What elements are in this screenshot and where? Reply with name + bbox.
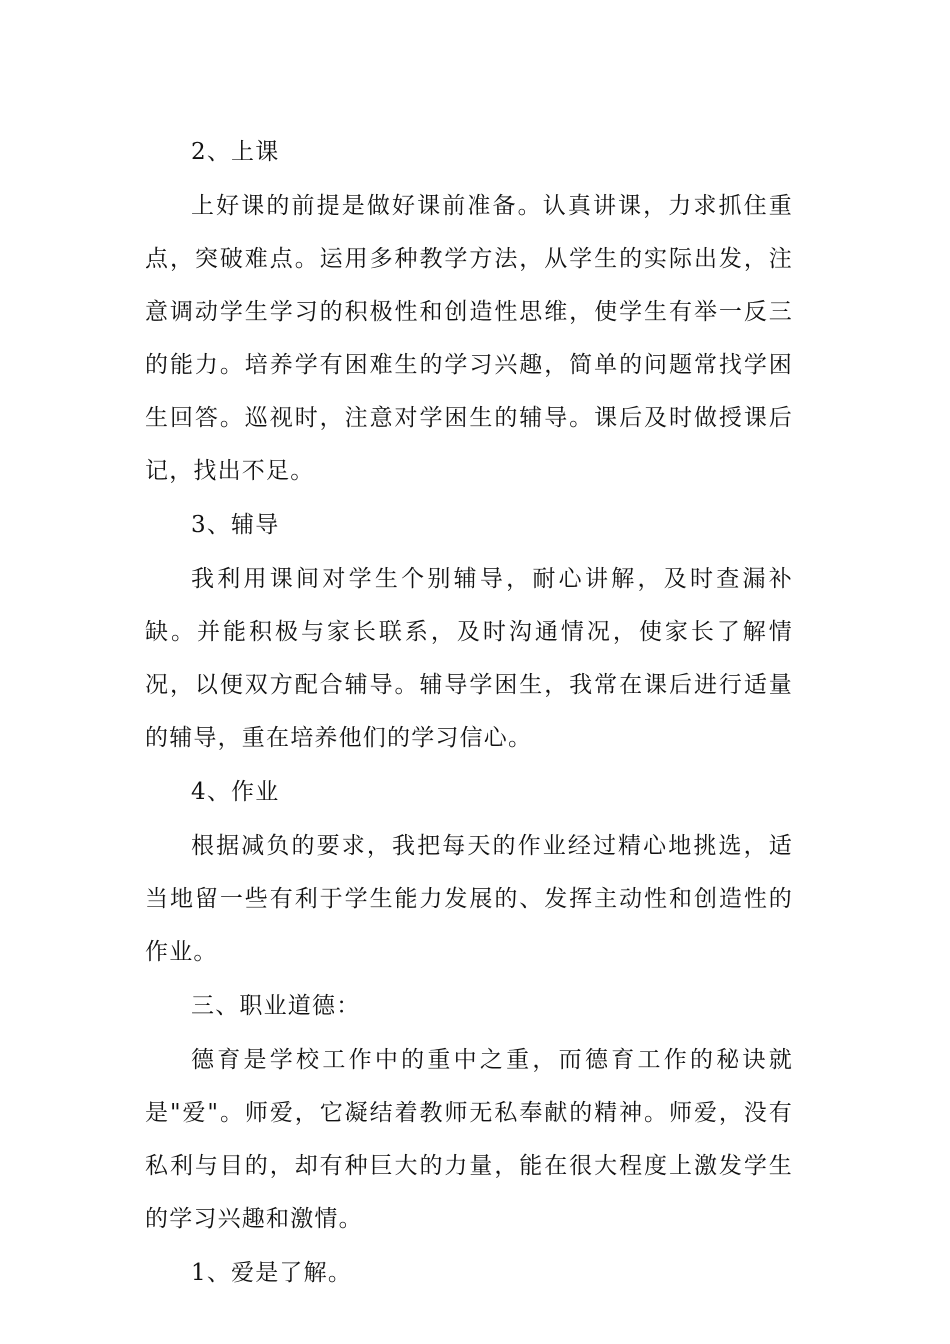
- paragraph-homework: 根据减负的要求，我把每天的作业经过精心地挑选，适当地留一些有利于学生能力发展的、发挥主动性和创造性的作业。: [145, 833, 793, 965]
- paragraph-lessons: 上好课的前提是做好课前准备。认真讲课，力求抓住重点，突破难点。运用多种教学方法，从学生的实际出发，注意调动学生学习的积极性和创造性思维，使学生有举一反三的能力。培养学有困难生的学习兴趣，简单的问题常找学困生回答。巡视时，注意对学困生的辅导。课后及时做授课后记，找出不足。: [145, 193, 793, 484]
- paragraph-ethics: 德育是学校工作中的重中之重，而德育工作的秘诀就是"爱"。师爱，它凝结着教师无私奉献的精神。师爱，没有私利与目的，却有种巨大的力量，能在很大程度上激发学生的学习兴趣和激情。: [145, 1047, 793, 1232]
- section-heading-tutoring: 3、辅导: [191, 512, 280, 538]
- paragraph-tutoring: 我利用课间对学生个别辅导，耐心讲解，及时查漏补缺。并能积极与家长联系，及时沟通情况，使家长了解情况，以便双方配合辅导。辅导学困生，我常在课后进行适量的辅导，重在培养他们的学习信心。: [145, 566, 793, 751]
- section-heading-ethics: 三、职业道德：: [191, 993, 361, 1019]
- section-heading-homework: 4、作业: [191, 779, 280, 805]
- subheading-love-is-understanding: 1、爱是了解。: [191, 1260, 353, 1286]
- document-body: [145, 126, 793, 1300]
- section-heading-lessons: 2、上课: [191, 139, 280, 165]
